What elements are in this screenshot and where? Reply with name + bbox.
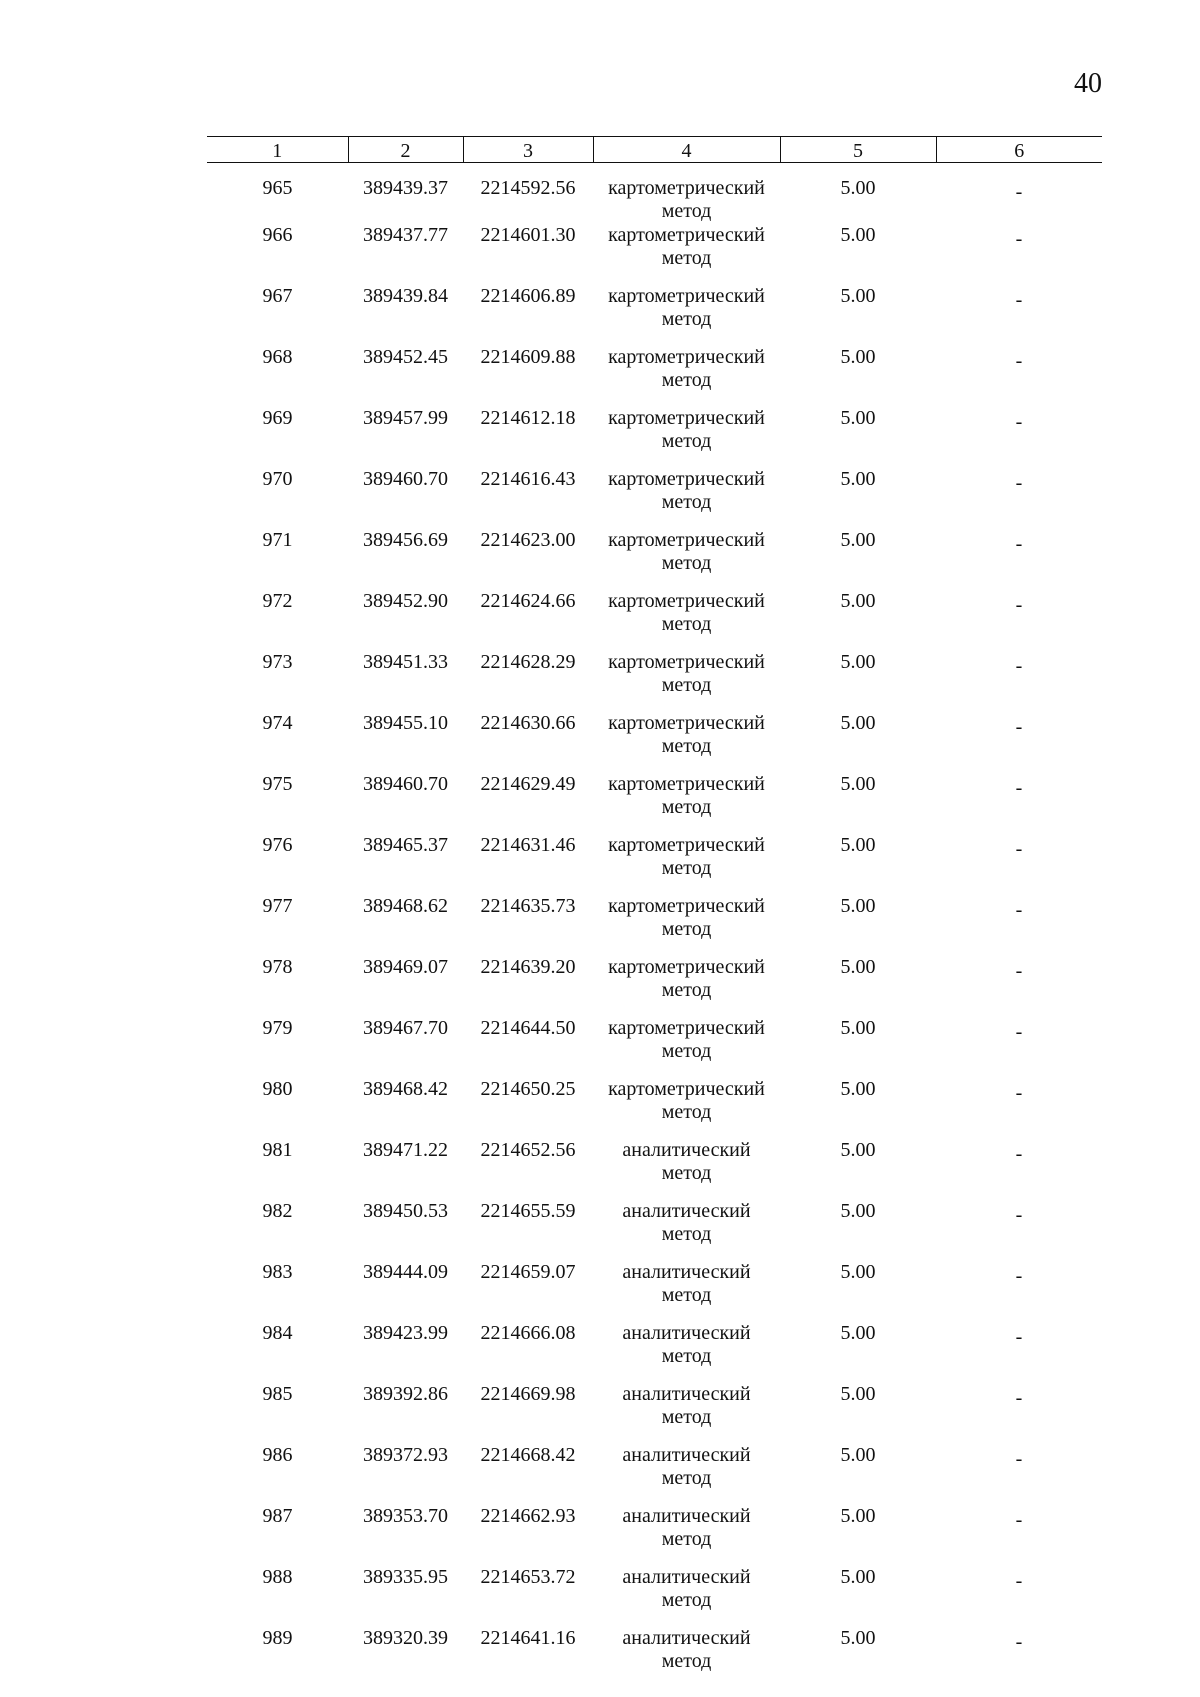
accuracy-cell: 5.00 bbox=[840, 529, 876, 551]
method-line-1: аналитический bbox=[622, 1322, 751, 1344]
method-line-2: метод bbox=[661, 796, 712, 818]
method-line-2: метод bbox=[661, 1101, 712, 1123]
accuracy-cell: 5.00 bbox=[840, 895, 876, 917]
method-cell bbox=[593, 1505, 780, 1566]
method-line-2: метод bbox=[661, 918, 712, 940]
method-cell bbox=[593, 1383, 780, 1444]
table-row bbox=[207, 712, 1102, 773]
coordinates-table bbox=[207, 136, 1102, 1688]
accuracy-cell: 5.00 bbox=[840, 1017, 876, 1039]
accuracy-cell: 5.00 bbox=[840, 1078, 876, 1100]
y-coordinate-cell: 2214623.00 bbox=[480, 529, 576, 551]
accuracy-cell: 5.00 bbox=[840, 1200, 876, 1222]
accuracy-cell: 5.00 bbox=[840, 712, 876, 734]
table-row bbox=[207, 956, 1102, 1017]
header-col-2: 2 bbox=[348, 137, 463, 163]
description-cell: - bbox=[1015, 350, 1023, 372]
method-cell bbox=[593, 1139, 780, 1200]
x-coordinate-cell: 389468.42 bbox=[363, 1078, 448, 1100]
x-coordinate-cell: 389468.62 bbox=[363, 895, 448, 917]
accuracy-cell: 5.00 bbox=[840, 1383, 876, 1405]
description-cell: - bbox=[1015, 1387, 1023, 1409]
method-line-1: картометрический bbox=[608, 468, 765, 490]
description-cell: - bbox=[1015, 181, 1023, 203]
point-number-cell: 989 bbox=[262, 1627, 293, 1649]
method-line-2: метод bbox=[661, 430, 712, 452]
description-cell: - bbox=[1015, 228, 1023, 250]
method-cell bbox=[593, 1017, 780, 1078]
point-number-cell: 976 bbox=[262, 834, 293, 856]
method-line-1: аналитический bbox=[622, 1627, 751, 1649]
accuracy-cell: 5.00 bbox=[840, 1139, 876, 1161]
method-line-2: метод bbox=[661, 308, 712, 330]
method-cell bbox=[593, 1566, 780, 1627]
description-cell: - bbox=[1015, 1021, 1023, 1043]
x-coordinate-cell: 389452.90 bbox=[363, 590, 448, 612]
point-number-cell: 977 bbox=[262, 895, 293, 917]
x-coordinate-cell: 389457.99 bbox=[363, 407, 448, 429]
method-line-1: картометрический bbox=[608, 1078, 765, 1100]
method-cell bbox=[593, 529, 780, 590]
table-row bbox=[207, 346, 1102, 407]
method-line-1: картометрический bbox=[608, 956, 765, 978]
table-row bbox=[207, 1200, 1102, 1261]
method-line-2: метод bbox=[661, 613, 712, 635]
method-line-1: картометрический bbox=[608, 651, 765, 673]
x-coordinate-cell: 389471.22 bbox=[363, 1139, 448, 1161]
y-coordinate-cell: 2214629.49 bbox=[480, 773, 576, 795]
method-line-1: картометрический bbox=[608, 895, 765, 917]
method-line-1: аналитический bbox=[622, 1505, 751, 1527]
description-cell: - bbox=[1015, 716, 1023, 738]
table-row bbox=[207, 285, 1102, 346]
method-cell bbox=[593, 773, 780, 834]
method-line-2: метод bbox=[661, 1589, 712, 1611]
point-number-cell: 981 bbox=[262, 1139, 293, 1161]
point-number-cell: 982 bbox=[262, 1200, 293, 1222]
point-number-cell: 975 bbox=[262, 773, 293, 795]
x-coordinate-cell: 389320.39 bbox=[363, 1627, 448, 1649]
method-cell bbox=[593, 468, 780, 529]
method-line-1: картометрический bbox=[608, 834, 765, 856]
method-line-1: картометрический bbox=[608, 1017, 765, 1039]
point-number-cell: 969 bbox=[262, 407, 293, 429]
method-line-2: метод bbox=[661, 1650, 712, 1672]
method-line-2: метод bbox=[661, 491, 712, 513]
accuracy-cell: 5.00 bbox=[840, 1444, 876, 1466]
method-line-1: аналитический bbox=[622, 1383, 751, 1405]
x-coordinate-cell: 389353.70 bbox=[363, 1505, 448, 1527]
y-coordinate-cell: 2214601.30 bbox=[480, 224, 576, 246]
y-coordinate-cell: 2214644.50 bbox=[480, 1017, 576, 1039]
table-row bbox=[207, 1505, 1102, 1566]
method-line-1: аналитический bbox=[622, 1566, 751, 1588]
description-cell: - bbox=[1015, 1570, 1023, 1592]
table-row bbox=[207, 468, 1102, 529]
description-cell: - bbox=[1015, 289, 1023, 311]
y-coordinate-cell: 2214592.56 bbox=[480, 177, 576, 199]
description-cell: - bbox=[1015, 1326, 1023, 1348]
y-coordinate-cell: 2214666.08 bbox=[480, 1322, 576, 1344]
x-coordinate-cell: 389451.33 bbox=[363, 651, 448, 673]
y-coordinate-cell: 2214652.56 bbox=[480, 1139, 576, 1161]
method-cell bbox=[593, 1444, 780, 1505]
method-line-1: картометрический bbox=[608, 712, 765, 734]
y-coordinate-cell: 2214616.43 bbox=[480, 468, 576, 490]
description-cell: - bbox=[1015, 533, 1023, 555]
x-coordinate-cell: 389467.70 bbox=[363, 1017, 448, 1039]
method-cell bbox=[593, 224, 780, 285]
y-coordinate-cell: 2214630.66 bbox=[480, 712, 576, 734]
table-body bbox=[207, 163, 1102, 1689]
point-number-cell: 980 bbox=[262, 1078, 293, 1100]
point-number-cell: 970 bbox=[262, 468, 293, 490]
method-line-1: аналитический bbox=[622, 1261, 751, 1283]
y-coordinate-cell: 2214631.46 bbox=[480, 834, 576, 856]
table-row bbox=[207, 1444, 1102, 1505]
x-coordinate-cell: 389465.37 bbox=[363, 834, 448, 856]
table-row bbox=[207, 1139, 1102, 1200]
y-coordinate-cell: 2214609.88 bbox=[480, 346, 576, 368]
y-coordinate-cell: 2214655.59 bbox=[480, 1200, 576, 1222]
table-row bbox=[207, 590, 1102, 651]
x-coordinate-cell: 389439.84 bbox=[363, 285, 448, 307]
table-header bbox=[207, 137, 1102, 163]
table-row bbox=[207, 834, 1102, 895]
point-number-cell: 987 bbox=[262, 1505, 293, 1527]
y-coordinate-cell: 2214641.16 bbox=[480, 1627, 576, 1649]
method-line-1: картометрический bbox=[608, 224, 765, 246]
accuracy-cell: 5.00 bbox=[840, 1505, 876, 1527]
point-number-cell: 986 bbox=[262, 1444, 293, 1466]
table-row bbox=[207, 163, 1102, 225]
accuracy-cell: 5.00 bbox=[840, 956, 876, 978]
y-coordinate-cell: 2214669.98 bbox=[480, 1383, 576, 1405]
table-row bbox=[207, 1078, 1102, 1139]
table-row bbox=[207, 1322, 1102, 1383]
method-line-2: метод bbox=[661, 369, 712, 391]
table-row bbox=[207, 1261, 1102, 1322]
table-row bbox=[207, 1627, 1102, 1688]
table-row bbox=[207, 895, 1102, 956]
point-number-cell: 988 bbox=[262, 1566, 293, 1588]
x-coordinate-cell: 389439.37 bbox=[363, 177, 448, 199]
method-line-2: метод bbox=[661, 1040, 712, 1062]
accuracy-cell: 5.00 bbox=[840, 224, 876, 246]
accuracy-cell: 5.00 bbox=[840, 590, 876, 612]
method-line-1: аналитический bbox=[622, 1444, 751, 1466]
table-row bbox=[207, 1017, 1102, 1078]
accuracy-cell: 5.00 bbox=[840, 1261, 876, 1283]
x-coordinate-cell: 389455.10 bbox=[363, 712, 448, 734]
description-cell: - bbox=[1015, 472, 1023, 494]
method-cell bbox=[593, 895, 780, 956]
header-col-1: 1 bbox=[207, 137, 348, 163]
description-cell: - bbox=[1015, 1082, 1023, 1104]
method-line-1: аналитический bbox=[622, 1200, 751, 1222]
method-cell bbox=[593, 163, 780, 225]
table-row bbox=[207, 1566, 1102, 1627]
x-coordinate-cell: 389335.95 bbox=[363, 1566, 448, 1588]
method-line-2: метод bbox=[661, 979, 712, 1001]
point-number-cell: 966 bbox=[262, 224, 293, 246]
point-number-cell: 985 bbox=[262, 1383, 293, 1405]
method-cell bbox=[593, 285, 780, 346]
method-line-2: метод bbox=[661, 1467, 712, 1489]
description-cell: - bbox=[1015, 1143, 1023, 1165]
description-cell: - bbox=[1015, 1631, 1023, 1653]
table-row bbox=[207, 1383, 1102, 1444]
description-cell: - bbox=[1015, 838, 1023, 860]
x-coordinate-cell: 389460.70 bbox=[363, 773, 448, 795]
description-cell: - bbox=[1015, 411, 1023, 433]
method-line-2: метод bbox=[661, 1345, 712, 1367]
x-coordinate-cell: 389460.70 bbox=[363, 468, 448, 490]
method-cell bbox=[593, 590, 780, 651]
method-cell bbox=[593, 956, 780, 1017]
y-coordinate-cell: 2214612.18 bbox=[480, 407, 576, 429]
accuracy-cell: 5.00 bbox=[840, 177, 876, 199]
table-row bbox=[207, 773, 1102, 834]
accuracy-cell: 5.00 bbox=[840, 1322, 876, 1344]
method-line-1: картометрический bbox=[608, 590, 765, 612]
method-line-2: метод bbox=[661, 1406, 712, 1428]
x-coordinate-cell: 389469.07 bbox=[363, 956, 448, 978]
method-cell bbox=[593, 651, 780, 712]
y-coordinate-cell: 2214662.93 bbox=[480, 1505, 576, 1527]
method-cell bbox=[593, 1078, 780, 1139]
method-line-2: метод bbox=[661, 200, 712, 222]
method-line-1: картометрический bbox=[608, 529, 765, 551]
accuracy-cell: 5.00 bbox=[840, 468, 876, 490]
y-coordinate-cell: 2214659.07 bbox=[480, 1261, 576, 1283]
method-line-2: метод bbox=[661, 1223, 712, 1245]
y-coordinate-cell: 2214628.29 bbox=[480, 651, 576, 673]
method-line-2: метод bbox=[661, 1528, 712, 1550]
method-cell bbox=[593, 1627, 780, 1688]
description-cell: - bbox=[1015, 1509, 1023, 1531]
table-row bbox=[207, 651, 1102, 712]
method-line-1: картометрический bbox=[608, 346, 765, 368]
y-coordinate-cell: 2214653.72 bbox=[480, 1566, 576, 1588]
y-coordinate-cell: 2214668.42 bbox=[480, 1444, 576, 1466]
point-number-cell: 965 bbox=[262, 177, 293, 199]
description-cell: - bbox=[1015, 655, 1023, 677]
method-cell bbox=[593, 1200, 780, 1261]
x-coordinate-cell: 389392.86 bbox=[363, 1383, 448, 1405]
page-number: 40 bbox=[1074, 68, 1102, 99]
method-line-1: картометрический bbox=[608, 773, 765, 795]
header-col-6: 6 bbox=[936, 137, 1102, 163]
accuracy-cell: 5.00 bbox=[840, 1566, 876, 1588]
description-cell: - bbox=[1015, 777, 1023, 799]
method-line-2: метод bbox=[661, 1284, 712, 1306]
method-line-2: метод bbox=[661, 674, 712, 696]
accuracy-cell: 5.00 bbox=[840, 346, 876, 368]
accuracy-cell: 5.00 bbox=[840, 773, 876, 795]
method-line-2: метод bbox=[661, 1162, 712, 1184]
method-cell bbox=[593, 1322, 780, 1383]
accuracy-cell: 5.00 bbox=[840, 834, 876, 856]
method-line-1: картометрический bbox=[608, 407, 765, 429]
description-cell: - bbox=[1015, 1265, 1023, 1287]
method-cell bbox=[593, 712, 780, 773]
description-cell: - bbox=[1015, 899, 1023, 921]
point-number-cell: 983 bbox=[262, 1261, 293, 1283]
method-line-1: картометрический bbox=[608, 177, 765, 199]
method-line-2: метод bbox=[661, 552, 712, 574]
y-coordinate-cell: 2214635.73 bbox=[480, 895, 576, 917]
point-number-cell: 973 bbox=[262, 651, 293, 673]
description-cell: - bbox=[1015, 1448, 1023, 1470]
point-number-cell: 974 bbox=[262, 712, 293, 734]
point-number-cell: 972 bbox=[262, 590, 293, 612]
method-cell bbox=[593, 1261, 780, 1322]
header-row bbox=[207, 137, 1102, 163]
y-coordinate-cell: 2214606.89 bbox=[480, 285, 576, 307]
point-number-cell: 968 bbox=[262, 346, 293, 368]
x-coordinate-cell: 389437.77 bbox=[363, 224, 448, 246]
y-coordinate-cell: 2214624.66 bbox=[480, 590, 576, 612]
method-line-2: метод bbox=[661, 857, 712, 879]
method-line-2: метод bbox=[661, 735, 712, 757]
table-row bbox=[207, 407, 1102, 468]
point-number-cell: 971 bbox=[262, 529, 293, 551]
point-number-cell: 967 bbox=[262, 285, 293, 307]
accuracy-cell: 5.00 bbox=[840, 651, 876, 673]
method-line-1: картометрический bbox=[608, 285, 765, 307]
description-cell: - bbox=[1015, 960, 1023, 982]
x-coordinate-cell: 389452.45 bbox=[363, 346, 448, 368]
x-coordinate-cell: 389456.69 bbox=[363, 529, 448, 551]
x-coordinate-cell: 389372.93 bbox=[363, 1444, 448, 1466]
method-cell bbox=[593, 346, 780, 407]
header-col-4: 4 bbox=[593, 137, 780, 163]
x-coordinate-cell: 389444.09 bbox=[363, 1261, 448, 1283]
description-cell: - bbox=[1015, 1204, 1023, 1226]
y-coordinate-cell: 2214639.20 bbox=[480, 956, 576, 978]
method-cell bbox=[593, 407, 780, 468]
header-col-5: 5 bbox=[780, 137, 936, 163]
y-coordinate-cell: 2214650.25 bbox=[480, 1078, 576, 1100]
method-line-1: аналитический bbox=[622, 1139, 751, 1161]
header-col-3: 3 bbox=[463, 137, 593, 163]
x-coordinate-cell: 389450.53 bbox=[363, 1200, 448, 1222]
description-cell: - bbox=[1015, 594, 1023, 616]
method-line-2: метод bbox=[661, 247, 712, 269]
point-number-cell: 978 bbox=[262, 956, 293, 978]
table-row bbox=[207, 224, 1102, 285]
accuracy-cell: 5.00 bbox=[840, 407, 876, 429]
point-number-cell: 979 bbox=[262, 1017, 293, 1039]
x-coordinate-cell: 389423.99 bbox=[363, 1322, 448, 1344]
point-number-cell: 984 bbox=[262, 1322, 293, 1344]
table-row bbox=[207, 529, 1102, 590]
accuracy-cell: 5.00 bbox=[840, 285, 876, 307]
method-cell bbox=[593, 834, 780, 895]
accuracy-cell: 5.00 bbox=[840, 1627, 876, 1649]
